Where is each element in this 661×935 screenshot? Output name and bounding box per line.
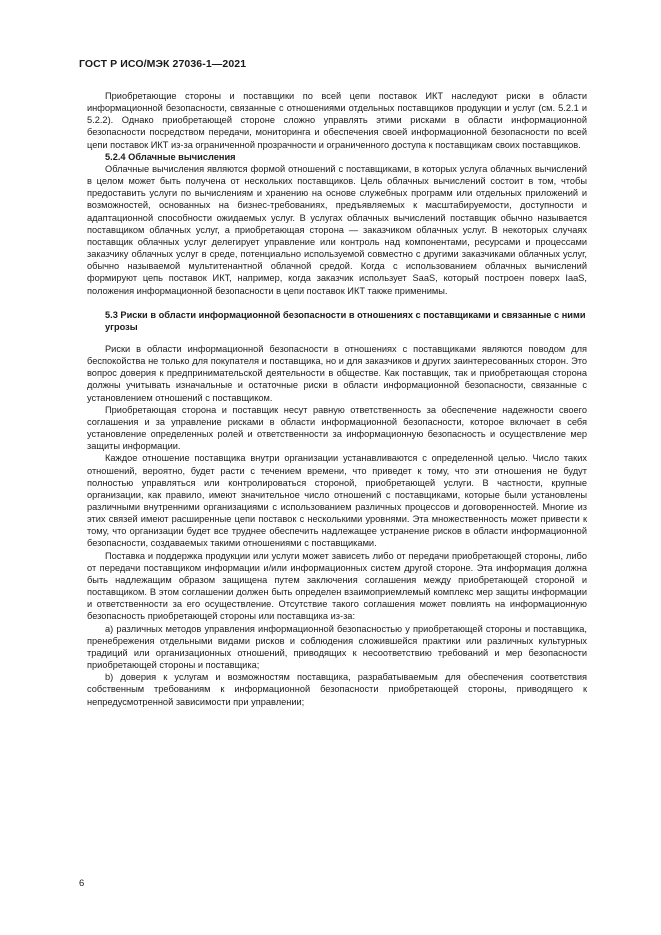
paragraph: Поставка и поддержка продукции или услуги может зависеть либо от передачи приобретающей стороны, либо от передачи поставщиком информации и/или информационных систем другой стороне. Эта информация должна быть надлежащим образом защищена путем заключения соглашения между приобретающей стороной и поставщиком. В этом соглашении должен быть определен взаимоприемлемый комплекс мер защиты информации и ответственности за его осуществление. Отсутствие такого соглашения может повлиять на информационную безопасность приобретающей стороны или поставщика из-за:	[87, 550, 587, 622]
subsection-heading: 5.2.4 Облачные вычисления	[105, 151, 236, 162]
paragraph: Риски в области информационной безопасности в отношениях с поставщиками являются поводом для беспокойства не только для покупателя и поставщика, но и для заказчиков и других заинтересованных сторон. Это вопрос доверия к предпринимательской деятельности в обществе. Как поставщик, так и приобретающая сторона должны учитывать изначальные и остаточные риски в области информационной безопасности, связанные с установлением отношений с поставщиком.	[87, 343, 587, 403]
paragraph: Приобретающая сторона и поставщик несут равную ответственность за обеспечение надежности своего соглашения и за управление рисками в области информационной безопасности, которое включает в себя установление определенных ролей и ответственности за информационную безопасность и осуществление мер защиты информации.	[87, 404, 587, 452]
section-heading: 5.3 Риски в области информационной безопасности в отношениях с поставщиками и связанные с ними угрозы	[105, 309, 586, 332]
list-item-b: b) доверия к услугам и возможностям поставщика, разрабатываемым для обеспечения соответствия собственным требованиям к информационной безопасности приобретающей стороны, приводящего к непредусмотренной зависимости при управлении;	[87, 672, 587, 707]
document-body	[87, 90, 587, 708]
paragraph: Приобретающие стороны и поставщики по всей цепи поставок ИКТ наследуют риски в области информационной безопасности, связанные с отношениями отдельных поставщиков продукции и услуг (см. 5.2.1 и 5.2.2). Однако приобретающей стороне сложно управлять этими рисками в области информационной безопасности посредством передачи, мониторинга и обеспечения своей информационной безопасности по всей цепи поставок ИКТ из-за ограниченной прозрачности и ограниченного доступа к поставщикам своих поставщиков.	[87, 91, 587, 150]
page-number: 6	[79, 878, 85, 889]
paragraph: Облачные вычисления являются формой отношений с поставщиками, в которых услуга облачных вычислений в целом может быть получена от нескольких поставщиков. Цель облачных вычислений состоит в том, чтобы предоставить услуги по вычислениям и хранению на основе служебных программ или отдельных приложений и возможностей, основанных на бизнес-требованиях, предъявляемых к масштабируемости, доступности и адаптационной способности ожидаемых услуг. В услугах облачных вычислений поставщик обычно называется поставщиком облачных услуг, а приобретающая сторона — заказчиком облачных услуг. В некоторых случаях поставщик облачных услуг делегирует управление или контроль над компонентами, ресурсами и процессами заказчику облачных услуг в среде, потенциально используемой совместно с другими заказчиками облачных услуг, обычно называемой мультитенантной облачной средой. Когда с использованием облачных вычислений формируют цепь поставок ИКТ, например, когда заказчик использует SaaS, который построен поверх IaaS, положения информационной безопасности в цепи поставок ИКТ также применимы.	[87, 163, 587, 296]
paragraph: Каждое отношение поставщика внутри организации устанавливаются с определенной целью. Число таких отношений, вероятно, будет расти с течением времени, что приведет к тому, что эти отношения не будут полностью управляться или контролироваться стороной, приобретающей услуги. В частности, крупные организации, как правило, имеют значительное число отношений с поставщиками, которые были установлены различными внутренними организациями с использованием различных процессов и договоренностей. Многие из этих связей имеют расширенные цепи поставок с несколькими уровнями. Эта множественность может привести к тому, что организации будет все труднее обеспечить надлежащее устранение рисков в области информационной безопасности, создаваемых такими отношениями с поставщиками.	[87, 453, 587, 549]
list-item-a: a) различных методов управления информационной безопасностью у приобретающей стороны и поставщика, пренебрежения отдельными видами рисков и соблюдения сложившейся практики или различных культурных традиций или организационных отношений, приводящих к несоответствию требований и мер безопасности приобретающей стороны и поставщика;	[87, 623, 587, 671]
standard-title: ГОСТ Р ИСО/МЭК 27036-1—2021	[79, 58, 247, 70]
